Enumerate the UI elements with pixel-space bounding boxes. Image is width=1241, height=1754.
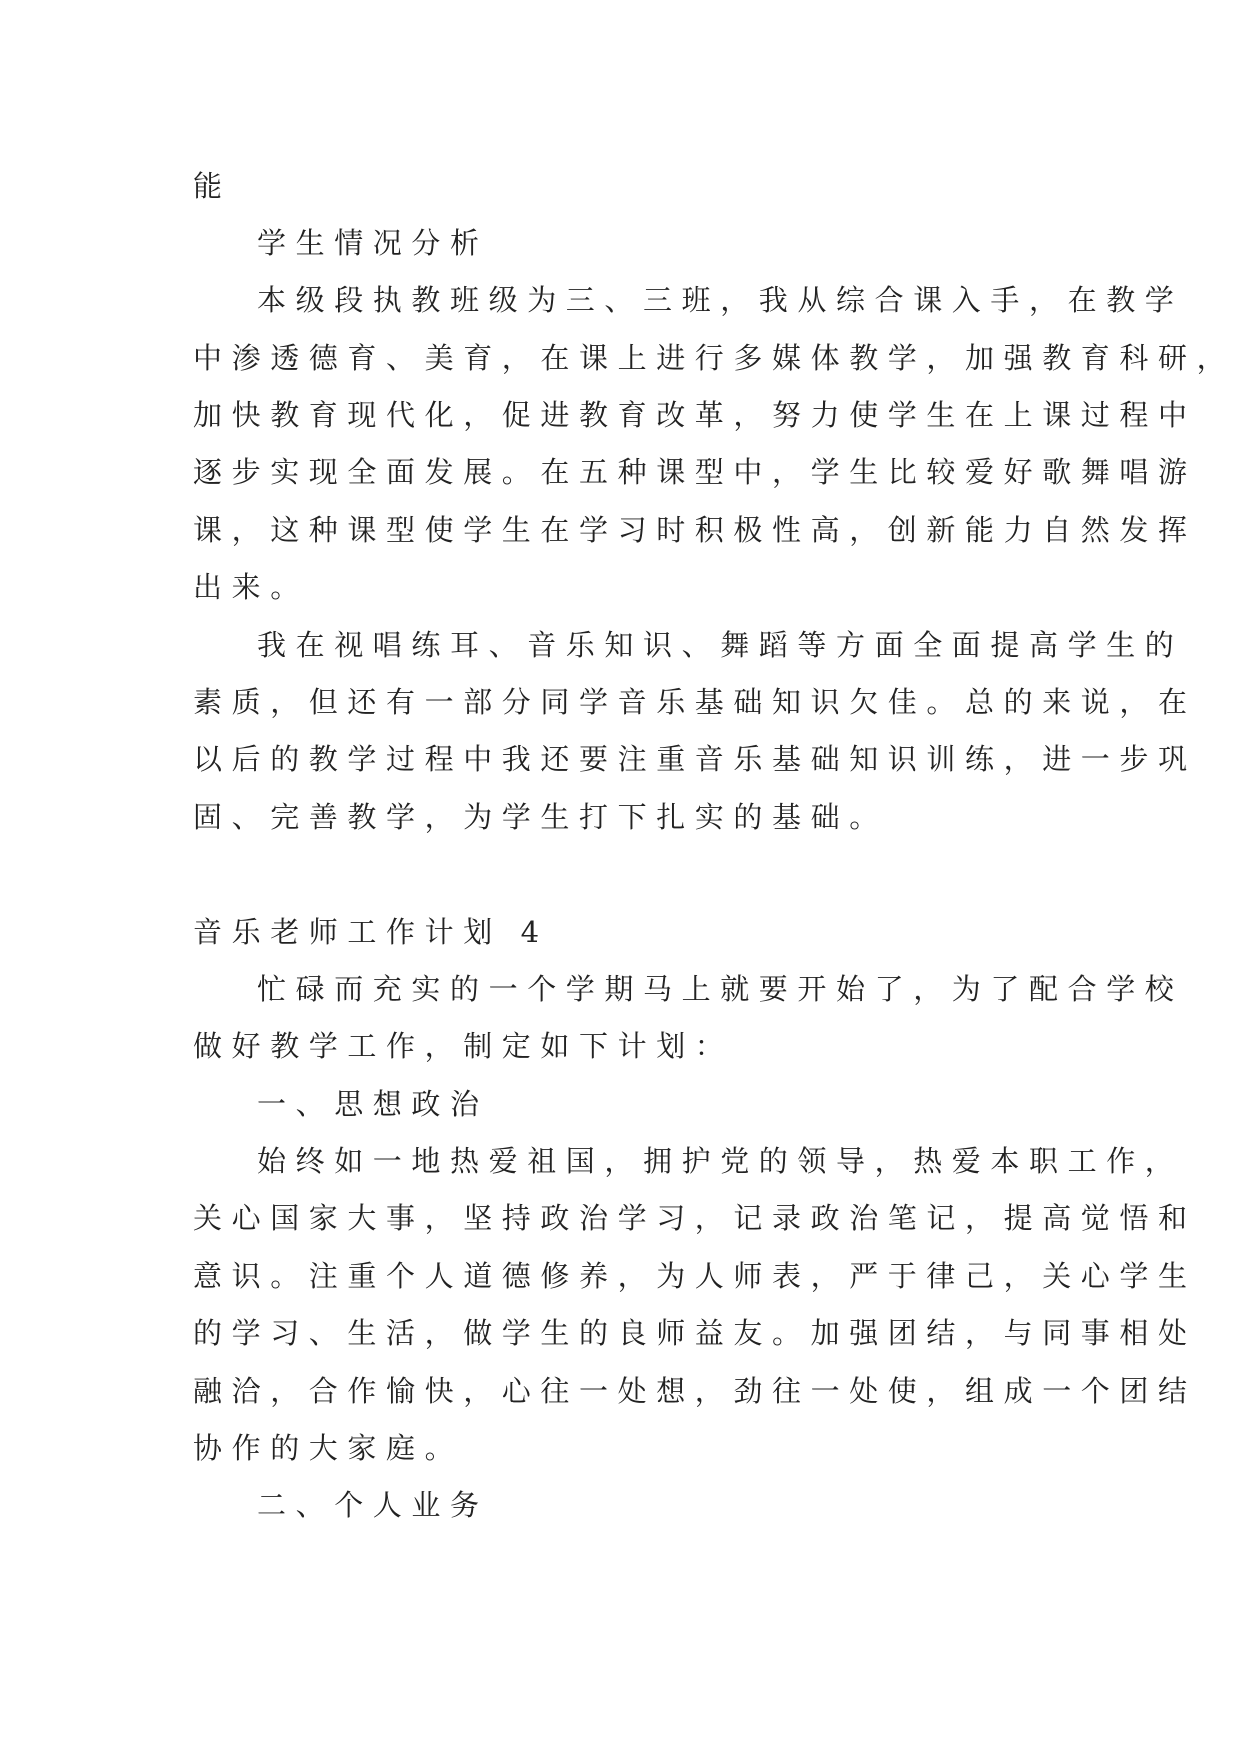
text-line: 课，这种课型使学生在学习时积极性高，创新能力自然发挥 <box>193 513 1197 547</box>
text-line: 以后的教学过程中我还要注重音乐基础知识训练，进一步巩 <box>193 742 1197 776</box>
section-heading: 一、思想政治 <box>257 1087 489 1121</box>
text-line: 我在视唱练耳、音乐知识、舞蹈等方面全面提高学生的 <box>257 628 1184 662</box>
text-line: 中渗透德育、美育，在课上进行多媒体教学，加强教育科研， <box>193 341 1236 375</box>
text-line: 协作的大家庭。 <box>193 1431 464 1465</box>
text-line: 出来。 <box>193 570 309 604</box>
section-heading: 学生情况分析 <box>257 226 489 260</box>
text-line: 意识。注重个人道德修养，为人师表，严于律己，关心学生 <box>193 1259 1197 1293</box>
text-line: 的学习、生活，做学生的良师益友。加强团结，与同事相处 <box>193 1316 1197 1350</box>
document-title: 音乐老师工作计划 4 <box>193 915 549 949</box>
text-line: 加快教育现代化，促进教育改革，努力使学生在上课过程中 <box>193 398 1197 432</box>
text-line: 始终如一地热爱祖国，拥护党的领导，热爱本职工作， <box>257 1144 1184 1178</box>
text-line: 本级段执教班级为三、三班，我从综合课入手，在教学 <box>257 283 1184 317</box>
text-line: 融洽，合作愉快，心往一处想，劲往一处使，组成一个团结 <box>193 1374 1197 1408</box>
text-line: 关心国家大事，坚持政治学习，记录政治笔记，提高觉悟和 <box>193 1201 1197 1235</box>
text-line: 做好教学工作，制定如下计划： <box>193 1029 734 1063</box>
text-line: 固、完善教学，为学生打下扎实的基础。 <box>193 800 888 834</box>
text-line: 逐步实现全面发展。在五种课型中，学生比较爱好歌舞唱游 <box>193 455 1197 489</box>
text-line: 能 <box>193 169 232 203</box>
text-line: 素质，但还有一部分同学音乐基础知识欠佳。总的来说，在 <box>193 685 1197 719</box>
text-line: 忙碌而充实的一个学期马上就要开始了，为了配合学校 <box>257 972 1184 1006</box>
section-heading: 二、个人业务 <box>257 1488 489 1522</box>
